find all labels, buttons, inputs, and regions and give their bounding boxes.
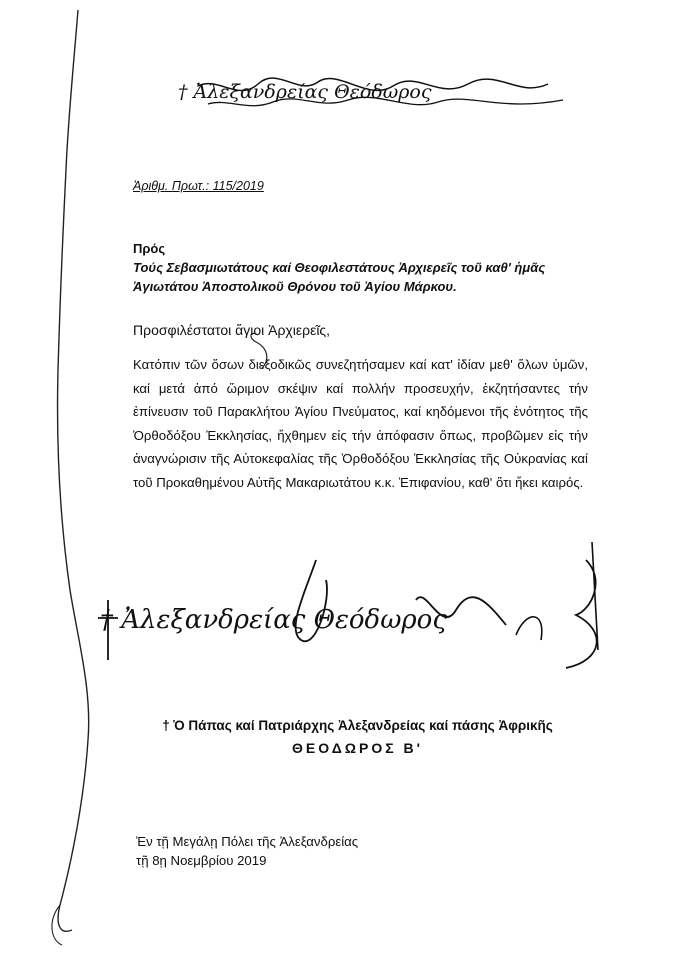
place-line: Ἐν τῇ Μεγάλῃ Πόλει τῆς Ἀλεξανδρείας <box>136 834 359 849</box>
svg-text:† Ἀλεξανδρείας Θεόδωρος: † Ἀλεξανδρείας Θεόδωρος <box>178 81 432 103</box>
recipient-heading: Πρός <box>133 241 166 256</box>
place-and-date <box>136 832 358 870</box>
header-signature <box>178 72 578 132</box>
recipient-line: Ἁγιωτάτου Ἀποστολικοῦ Θρόνου τοῦ Ἁγίου Μάρκου. <box>133 279 457 294</box>
recipient-lines <box>133 258 545 296</box>
salutation: Προσφιλέστατοι ἅγιοι Ἀρχιερεῖς, <box>133 322 331 338</box>
date-line: τῇ 8ῃ Νοεμβρίου 2019 <box>136 853 267 868</box>
recipient-block <box>133 239 545 296</box>
protocol-reference: Ἀριθμ. Πρωτ.: 115/2019 <box>133 179 264 193</box>
letter-body: Κατόπιν τῶν ὅσων διεξοδικῶς συνεζητήσαμεν καί κατ' ἰδίαν μεθ' ὅλων ὑμῶν, καί μετά ἀπό ὥριμον σκέψιν καί πολλήν προσευχήν, ἐκζητήσαντες τήν ἐπίνευσιν τοῦ Παρακλήτου Ἁγίου Πνεύματος, καί κηδόμενοι τῆς ἑνότητος τῆς Ὀρθοδόξου Ἐκκλησίας, ἤχθημεν εἰς τήν ἀπόφασιν ὅπως, προβῶμεν εἰς τήν ἀναγνώρισιν τῆς Αὐτοκεφαλίας τῆς Ὀρθοδόξου Ἐκκλησίας τῆς Οὐκρανίας καί τοῦ Προκαθημένου Αὐτῆς Μακαριωτάτου κ.κ. Ἐπιφανίου, καθ' ὅτι ἤκει καιρός. <box>133 357 588 490</box>
signatory-title: † Ὁ Πάπας καί Πατριάρχης Ἀλεξανδρείας καί πάσης Ἀφρικῆς <box>162 718 553 733</box>
signatory-name: ΘΕΟΔΩΡΟΣ Β' <box>292 740 423 756</box>
svg-text:† Ἀλεξανδρείας Θεόδωρος: † Ἀλεξανδρείας Θεόδωρος <box>100 605 447 635</box>
recipient-line: Τούς Σεβασμιωτάτους καί Θεοφιλεστάτους Ἀρχιερεῖς τοῦ καθ' ἡμᾶς <box>133 260 546 275</box>
patriarch-signature <box>86 540 626 680</box>
